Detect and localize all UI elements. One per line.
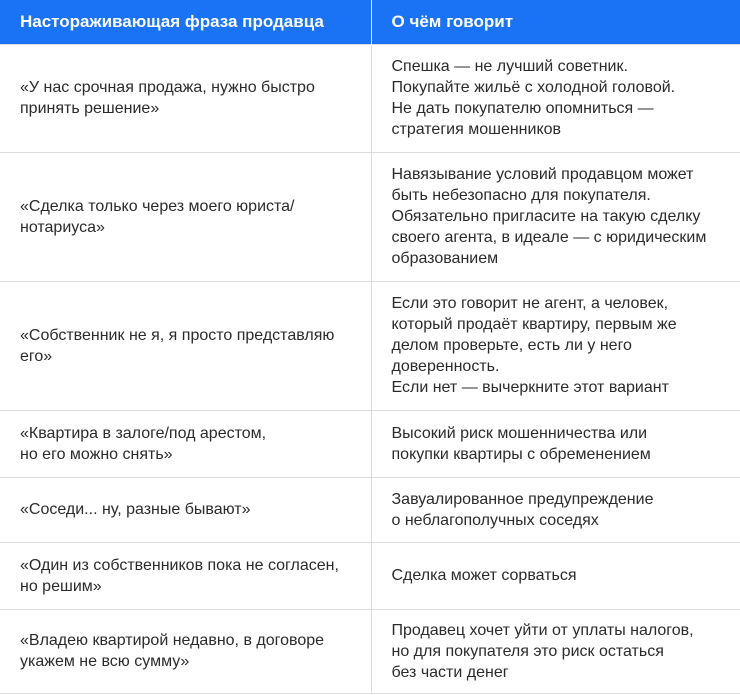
phrase-text: «Сделка только через моего юриста/ нотариуса» (20, 197, 295, 236)
phrase-cell (0, 542, 371, 609)
table-row (0, 44, 740, 152)
meaning-cell (371, 477, 740, 542)
table-row (0, 477, 740, 542)
meaning-text: Высокий риск мошенничества или покупки квартиры с обременением (391, 424, 651, 463)
phrase-text: «Собственник не я, я просто представляю его» (20, 326, 335, 365)
meaning-text: Завуалированное предупреждение о неблагополучных соседях (391, 490, 654, 529)
phrase-text: «Владею квартирой недавно, в договоре укажем не всю сумму» (20, 632, 325, 670)
table-row (0, 542, 740, 609)
table-row (0, 410, 740, 477)
table-row (0, 152, 740, 281)
phrase-cell (0, 609, 371, 693)
meaning-cell (371, 410, 740, 477)
phrase-text: «Один из собственников пока не согласен, но решим» (20, 556, 339, 595)
phrase-cell (0, 281, 371, 410)
meaning-cell (371, 44, 740, 152)
phrase-text: «Соседи... ну, разные бывают» (20, 501, 251, 518)
phrase-cell (0, 44, 371, 152)
header-phrase: Настораживающая фраза продавца (0, 0, 371, 44)
meaning-cell (371, 281, 740, 410)
meaning-cell (371, 152, 740, 281)
meaning-text: Если это говорит не агент, а человек, который продаёт квартиру, первым же делом проверьте, есть ли у него доверенность. Если нет — вычеркните этот вариант (391, 295, 677, 396)
phrase-text: «У нас срочная продажа, нужно быстро принять решение» (20, 79, 315, 117)
phrase-cell (0, 152, 371, 281)
phrase-text: «Квартира в залоге/под арестом, но его можно снять» (20, 424, 267, 463)
meaning-cell (371, 609, 740, 693)
meaning-text: Навязывание условий продавцом может быть небезопасно для покупателя. Обязательно пригласите на такую сделку своего агента, в идеале — с юридическим образованием (391, 166, 707, 267)
meaning-text: Сделка может сорваться (391, 567, 577, 584)
phrase-cell (0, 410, 371, 477)
header-meaning: О чём говорит (371, 0, 740, 44)
table-row (0, 609, 740, 693)
meaning-text: Продавец хочет уйти от уплаты налогов, но для покупателя это риск остаться без части денег (391, 621, 694, 681)
phrase-cell (0, 477, 371, 542)
meaning-cell (371, 542, 740, 609)
table-header-row (0, 0, 740, 44)
table-row (0, 281, 740, 410)
meaning-text: Спешка — не лучший советник. Покупайте жильё с холодной головой. Не дать покупателю опомниться — стратегия мошенников (391, 58, 676, 138)
